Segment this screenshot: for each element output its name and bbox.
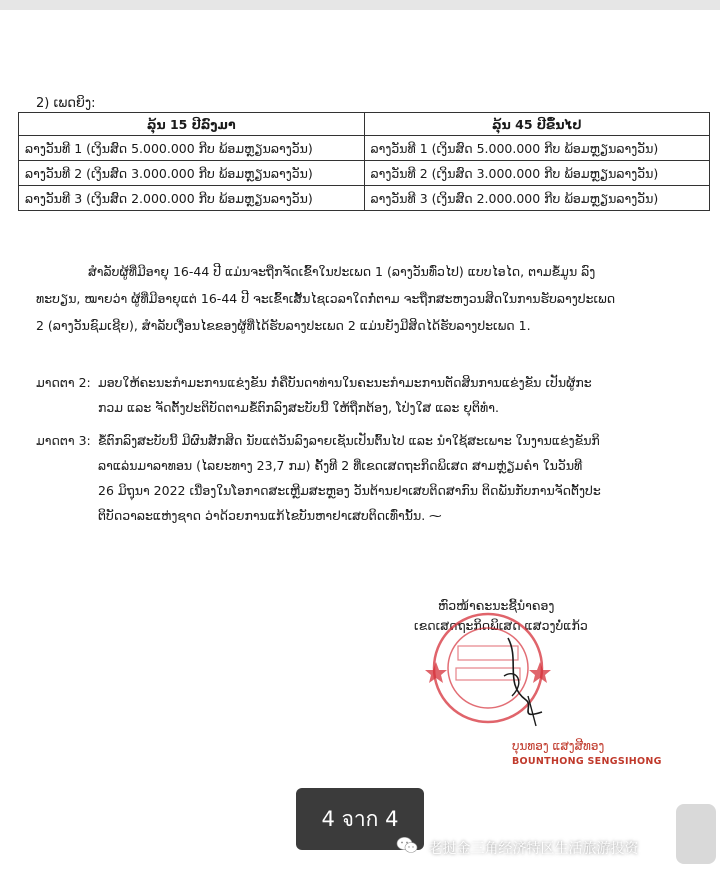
signatory-organization: ເຂດເສດຖະກິດພິເສດ ແສວງບໍ່ແກ້ວ: [414, 618, 588, 633]
table-row: [19, 161, 710, 186]
official-stamp: [408, 608, 568, 728]
section-heading: 2) ເພດຍິງ:: [36, 96, 96, 111]
article-2: [36, 370, 696, 420]
article-line: ລາແລ່ນມາລາທອນ (ໄລຍະທາງ 23,7 ກມ) ຄັ້ງທີ 2 ທີ່ເຂດເສດຖະກິດພິເສດ ສາມຫຼ່ຽມຄຳ ໃນວັນທີ: [98, 458, 583, 473]
signer-name-latin: BOUNTHONG SENGSIHONG: [512, 756, 662, 767]
signer-name: [512, 738, 702, 770]
article-line: 26 ມິຖຸນາ 2022 ເນື່ອງໃນໂອກາດສະເຫຼີມສະຫຼອງ ວັນຕ້ານຢາເສບຕິດສາກົນ ຕິດພັນກັບການຈັດຕັ້ງປະ: [98, 483, 601, 498]
table-cell: ລາງວັນທີ 3 (ເງິນສົດ 2.000.000 ກີບ ພ້ອມຫຼຽນລາງວັນ): [364, 186, 710, 211]
scroll-edge-panel: [676, 804, 716, 864]
watermark: [396, 836, 638, 860]
column-header-over-45: ລຸ້ນ 45 ປີຂຶ້ນໄປ: [364, 113, 710, 136]
table-cell: ລາງວັນທີ 2 (ເງິນສົດ 3.000.000 ກີບ ພ້ອມຫຼຽນລາງວັນ): [19, 161, 365, 186]
article-number: ມາດຕາ 3:: [36, 433, 91, 448]
wechat-icon: [396, 836, 418, 862]
article-number: ມາດຕາ 2:: [36, 375, 91, 390]
signatory-title: ຫົວໜ້າຄະນະຊີ້ນຳຄອງ: [438, 598, 555, 613]
watermark-text: 老挝金三角经济特区生活旅游投资: [428, 841, 639, 857]
article-line: ຕິບັດວາລະແຫ່ງຊາດ ວ່າດ້ວຍການແກ້ໄຂບັນຫາຢາເສບຕິດເທົ່ານັ້ນ. ⁓: [98, 508, 442, 523]
article-line: ມອບໃຫ້ຄະນະກຳມະການແຂ່ງຂັນ ກໍ່ຄືບັນດາທ່ານໃນຄະນະກຳມະການຕັດສິນການແຂ່ງຂັນ ເປັນຜູ້ກະ: [98, 375, 592, 390]
table-cell: ລາງວັນທີ 2 (ເງິນສົດ 3.000.000 ກີບ ພ້ອມຫຼຽນລາງວັນ): [364, 161, 710, 186]
page-indicator: 4 จาก 4: [296, 788, 424, 850]
prize-table: [18, 112, 710, 211]
table-cell: ລາງວັນທີ 1 (ເງິນສົດ 5.000.000 ກີບ ພ້ອມຫຼຽນລາງວັນ): [364, 136, 710, 161]
article-line: ກວມ ແລະ ຈັດຕັ້ງປະຕິບັດຕາມຂໍ້ຕົກລົງສະບັບນີ້ ໃຫ້ຖືກຕ້ອງ, ໂປ່ງໃສ ແລະ ຍຸຕິທຳ.: [98, 400, 499, 415]
table-cell: ລາງວັນທີ 1 (ເງິນສົດ 5.000.000 ກີບ ພ້ອມຫຼຽນລາງວັນ): [19, 136, 365, 161]
eligibility-paragraph: [36, 258, 696, 339]
paragraph-line: 2 (ລາງວັນຊົມເຊີຍ), ສຳລັບເງື່ອນໄຂຂອງຜູ້ທີ່ໄດ້ຮັບລາງປະເພດ 2 ແມ່ນຍັງມີສິດໄດ້ຮັບລາງປະເພດ 1.: [36, 318, 531, 333]
table-row: [19, 186, 710, 211]
top-status-strip: [0, 0, 720, 10]
article-3: [36, 428, 696, 528]
paragraph-line: ສຳລັບຜູ້ທີ່ມີອາຍຸ 16-44 ປີ ແມ່ນຈະຖືກຈັດເຂົ້າໃນປະເພດ 1 (ລາງວັນທົ່ວໄປ) ແບບໄອໄດ, ຕາມຂໍ້ມູນ ລົງ: [88, 264, 596, 279]
table-row: [19, 136, 710, 161]
paragraph-line: ທະບຽນ, ໝາຍວ່າ ຜູ້ທີ່ມີອາຍຸແຕ່ 16-44 ປີ ຈະເຂົ້າເສັ້ນໄຊເວລາໃດກໍ່ຕາມ ຈະຖືກສະຫງວນສິດໃນການຮັບລາງປະເພດ: [36, 291, 616, 306]
signer-name-lao: ບຸນທອງ ແສງສີທອງ: [512, 739, 605, 753]
table-header-row: [19, 113, 710, 136]
stamp-seal-icon: [408, 608, 568, 728]
table-cell: ລາງວັນທີ 3 (ເງິນສົດ 2.000.000 ກີບ ພ້ອມຫຼຽນລາງວັນ): [19, 186, 365, 211]
column-header-under-15: ລຸ້ນ 15 ປີລົງມາ: [19, 113, 365, 136]
article-line: ຂໍ້ຕົກລົງສະບັບນີ້ ມີຜົນສັກສິດ ນັບແຕ່ວັນລົງລາຍເຊັນເປັນຕົ້ນໄປ ແລະ ນຳໃຊ້ສະເພາະ ໃນງານແຂ່ງຂັນກິ: [98, 433, 600, 448]
